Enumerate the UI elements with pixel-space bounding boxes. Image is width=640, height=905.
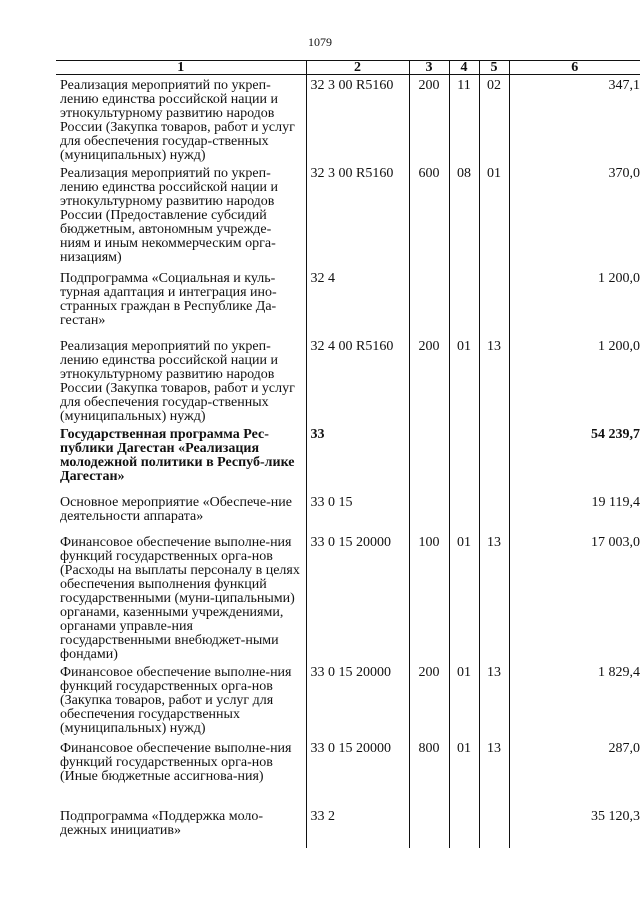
row-name-cell: Государственная программа Рес-публики Дагестан «Реализация молодежной политики в Респуб-лике Дагестан» [60,427,295,484]
table-header-row [56,61,640,75]
row-col4-cell: 01 [449,532,479,662]
row-col5-cell: 13 [479,532,509,662]
row-sum-cell: 1 200,0 [509,268,640,336]
row-col4-cell: 11 [449,75,479,164]
row-col3-cell: 100 [409,532,449,662]
row-col4-cell [449,492,479,532]
row-code-cell: 32 3 00 R5160 [306,75,409,164]
row-code-cell: 33 [306,424,409,492]
header-col-2: 2 [306,61,409,75]
row-col3-cell [409,268,449,336]
row-sum-cell: 370,0 [509,163,640,268]
row-name-cell: Финансовое обеспечение выполне-ния функций государственных орга-нов (Расходы на выплаты персоналу в целях обеспечения выполнения функций государственными (муни-ципальными) органами, казенными учреждениями, органами управле-ния государственными внебюджет-ными фондами) [60,535,300,662]
row-col4-cell [449,424,479,492]
table-row [56,268,640,336]
row-sum-cell: 17 003,0 [509,532,640,662]
table-row [56,532,640,662]
row-code-cell: 32 4 00 R5160 [306,336,409,424]
page-number: 1079 [308,35,332,49]
table-row [56,492,640,532]
row-col3-cell: 600 [409,163,449,268]
row-col3-cell [409,492,449,532]
table-row [56,336,640,424]
table-row [56,662,640,738]
table-row [56,75,640,164]
row-col5-cell: 13 [479,662,509,738]
row-col5-cell: 13 [479,738,509,806]
row-code-cell: 33 0 15 20000 [306,532,409,662]
header-col-3: 3 [409,61,449,75]
table-body [56,75,640,849]
table-row [56,424,640,492]
row-col5-cell: 02 [479,75,509,164]
row-code-cell: 32 3 00 R5160 [306,163,409,268]
row-name-cell: Подпрограмма «Социальная и куль-турная адаптация и интеграция ино-странных граждан в Республике Да-гестан» [60,271,277,328]
row-code-cell: 33 0 15 20000 [306,738,409,806]
row-name-cell: Реализация мероприятий по укреп-лению единства российской нации и этнокультурному развитию народов России (Закупка товаров, работ и услуг для обеспечения государ-ственных (муниципальных) нужд) [60,339,295,424]
row-col5-cell: 13 [479,336,509,424]
row-sum-cell: 35 120,3 [509,806,640,848]
row-col3-cell: 200 [409,336,449,424]
row-col4-cell: 08 [449,163,479,268]
header-col-6: 6 [509,61,640,75]
table-row [56,806,640,848]
row-sum-cell: 1 200,0 [509,336,640,424]
row-name-cell: Основное мероприятие «Обеспече-ние деятельности аппарата» [60,495,292,524]
budget-table [56,60,640,848]
row-col4-cell: 01 [449,336,479,424]
row-col4-cell: 01 [449,662,479,738]
row-sum-cell: 287,0 [509,738,640,806]
row-col3-cell: 200 [409,75,449,164]
row-code-cell: 33 0 15 20000 [306,662,409,738]
row-col5-cell [479,268,509,336]
row-sum-cell: 54 239,7 [509,424,640,492]
row-col3-cell [409,424,449,492]
row-col5-cell [479,492,509,532]
row-col4-cell [449,806,479,848]
row-col5-cell [479,806,509,848]
row-name-cell: Подпрограмма «Поддержка моло-дежных инициатив» [60,809,264,838]
row-col3-cell: 200 [409,662,449,738]
header-col-1: 1 [56,61,306,75]
table-row [56,738,640,806]
table-row [56,163,640,268]
row-col4-cell: 01 [449,738,479,806]
row-sum-cell: 19 119,4 [509,492,640,532]
row-sum-cell: 1 829,4 [509,662,640,738]
row-name-cell: Финансовое обеспечение выполне-ния функций государственных орга-нов (Закупка товаров, работ и услуг для обеспечения государственных (муниципальных) нужд) [60,665,292,736]
row-col5-cell: 01 [479,163,509,268]
header-col-5: 5 [479,61,509,75]
row-code-cell: 33 2 [306,806,409,848]
row-name-cell: Реализация мероприятий по укреп-лению единства российской нации и этнокультурному развитию народов России (Предоставление субсидий бюджетным, автономным учрежде-ниям и иным некоммерческим орга-низациям) [60,166,278,265]
row-name-cell: Реализация мероприятий по укреп-лению единства российской нации и этнокультурному развитию народов России (Закупка товаров, работ и услуг для обеспечения государ-ственных (муниципальных) нужд) [60,78,295,163]
row-name-cell: Финансовое обеспечение выполне-ния функций государственных орга-нов (Иные бюджетные ассигнова-ния) [60,741,292,784]
row-col3-cell [409,806,449,848]
row-code-cell: 32 4 [306,268,409,336]
row-col4-cell [449,268,479,336]
row-code-cell: 33 0 15 [306,492,409,532]
header-col-4: 4 [449,61,479,75]
row-col5-cell [479,424,509,492]
row-sum-cell: 347,1 [509,75,640,164]
row-col3-cell: 800 [409,738,449,806]
